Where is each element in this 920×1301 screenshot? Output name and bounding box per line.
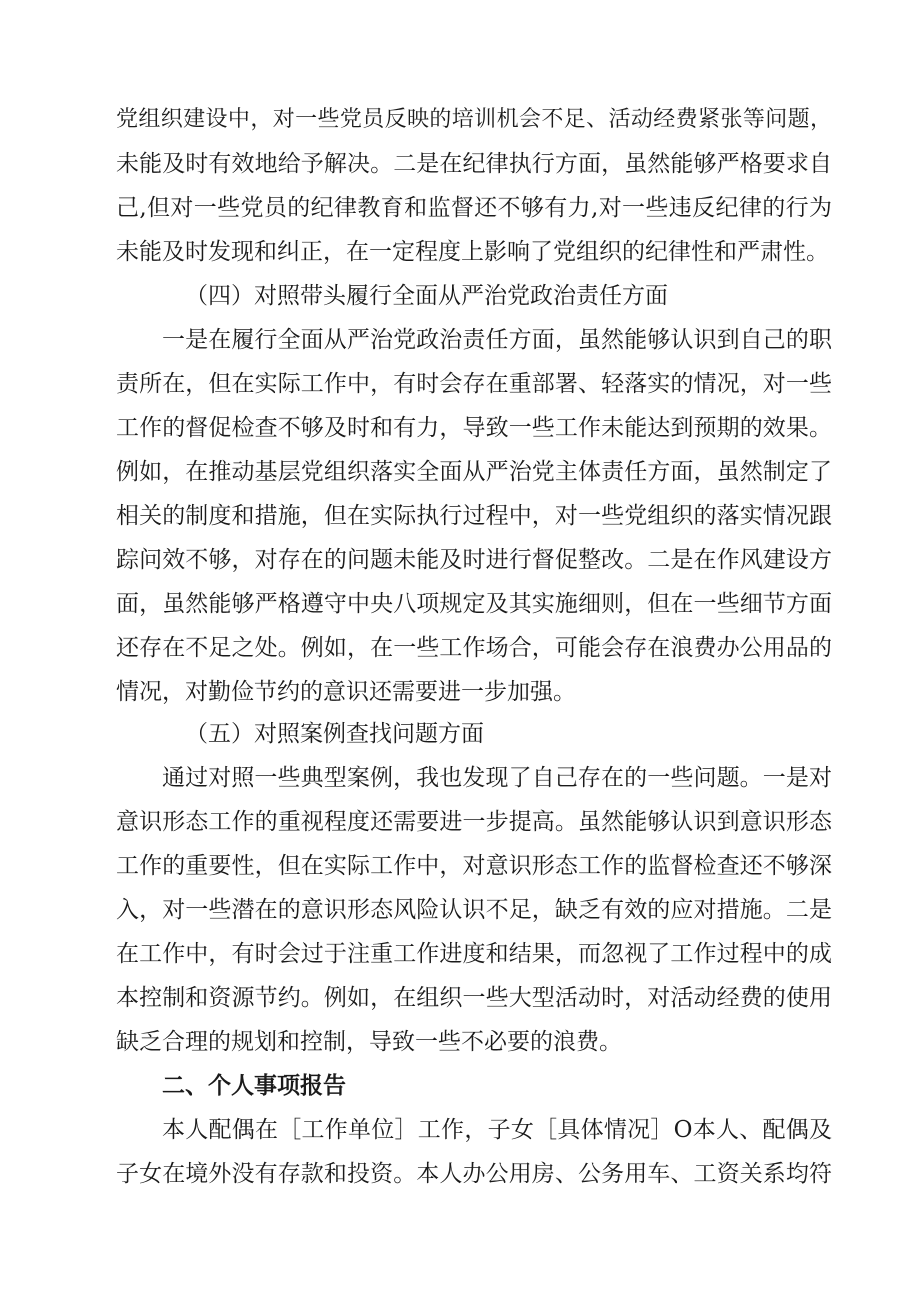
body-text-line: 踪问效不够，对存在的问题未能及时进行督促整改。二是在作风建设方	[116, 547, 832, 573]
body-text-line: 面，虽然能够严格遵守中央八项规定及其实施细则，但在一些细节方面	[116, 591, 832, 617]
body-text-line: 入，对一些潜在的意识形态风险认识不足，缺乏有效的应对措施。二是	[116, 897, 832, 923]
body-text-line: 工作的重要性，但在实际工作中，对意识形态工作的监督检查还不够深	[116, 853, 832, 879]
body-text-line: 意识形态工作的重视程度还需要进一步提高。虽然能够认识到意识形态	[116, 809, 832, 835]
body-text-line: 己,但对一些党员的纪律教育和监督还不够有力,对一些违反纪律的行为	[116, 195, 832, 221]
section-subheading: （四）对照带头履行全面从严治党政治责任方面	[185, 283, 668, 309]
body-text-line: 未能及时有效地给予解决。二是在纪律执行方面，虽然能够严格要求自	[116, 151, 832, 177]
body-text-line: 一是在履行全面从严治党政治责任方面，虽然能够认识到自己的职	[162, 327, 832, 353]
body-text-line: 例如，在推动基层党组织落实全面从严治党主体责任方面，虽然制定了	[116, 459, 832, 485]
body-text-line: 本控制和资源节约。例如，在组织一些大型活动时，对活动经费的使用	[116, 985, 832, 1011]
body-text-line: 通过对照一些典型案例，我也发现了自己存在的一些问题。一是对	[162, 765, 832, 791]
body-text-line: 工作的督促检查不够及时和有力，导致一些工作未能达到预期的效果。	[116, 415, 832, 441]
body-text-line: 子女在境外没有存款和投资。本人办公用房、公务用车、工资关系均符	[116, 1161, 832, 1187]
body-text-line: 党组织建设中，对一些党员反映的培训机会不足、活动经费紧张等问题，	[116, 107, 832, 132]
body-text-line: 情况，对勤俭节约的意识还需要进一步加强。	[116, 679, 576, 705]
body-text-line: 在工作中，有时会过于注重工作进度和结果，而忽视了工作过程中的成	[116, 941, 832, 967]
body-text-line: 缺乏合理的规划和控制，导致一些不必要的浪费。	[116, 1029, 622, 1055]
body-text-line: 本人配偶在［工作单位］工作，子女［具体情况］O本人、配偶及	[162, 1117, 832, 1143]
section-heading: 二、个人事项报告	[162, 1073, 346, 1099]
body-text-line: 还存在不足之处。例如，在一些工作场合，可能会存在浪费办公用品的	[116, 635, 832, 661]
body-text-line: 责所在，但在实际工作中，有时会存在重部署、轻落实的情况，对一些	[116, 371, 832, 397]
section-subheading: （五）对照案例查找问题方面	[185, 721, 484, 747]
body-text-line: 相关的制度和措施，但在实际执行过程中，对一些党组织的落实情况跟	[116, 503, 832, 529]
body-text-line: 未能及时发现和纠正，在一定程度上影响了党组织的纪律性和严肃性。	[116, 239, 829, 265]
